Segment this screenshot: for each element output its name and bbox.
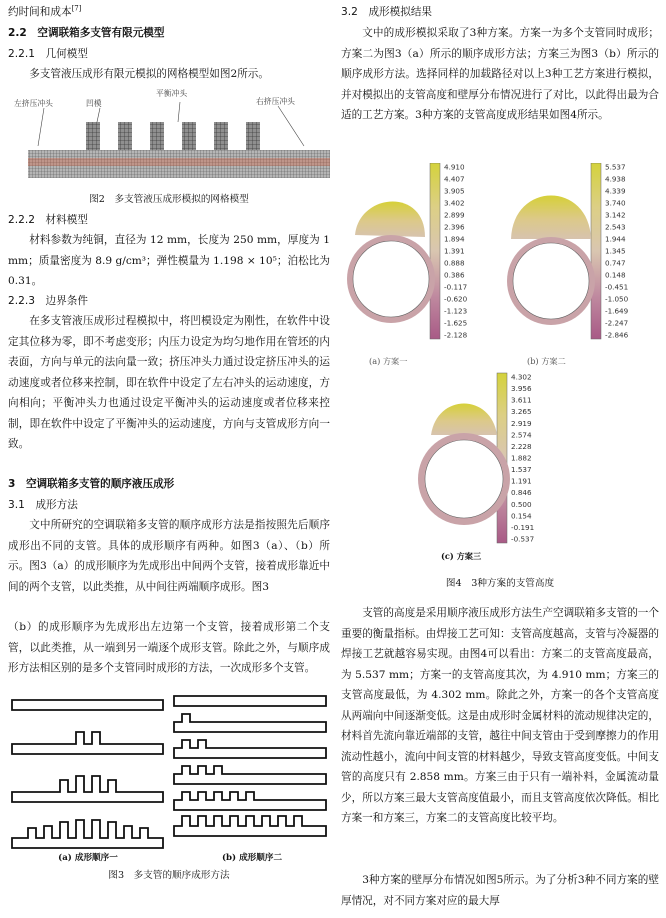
citation-ref[interactable]: [7] [71,4,82,13]
fig4b-scale-tick-11: -1.050 [605,294,629,304]
section-3-heading: 3 空调联箱多支管的顺序液压成形 [8,478,175,490]
fig4c-label: (c) 方案三 [441,551,482,561]
fig4a-scale-tick-6: 1.894 [444,234,465,244]
fig4c-scale-tick-5: 2.574 [511,430,532,440]
fig2-mesh-svg [8,96,330,182]
fig3b-step-6 [174,816,326,836]
fig3b-step-1 [174,696,326,706]
thickness-paragraph: 3种方案的壁厚分布情况如图5所示。为了分析3种不同方案的壁厚情况，对不同方案对应的最大厚 [341,874,659,907]
fig2-label-left-punch: 左挤压冲头 [14,99,53,108]
fig3a-label: (a) 成形顺序一 [58,853,118,863]
fig4a-scale-tick-4: 2.899 [444,210,465,220]
section-2-2-2-heading: 2.2.2 材料模型 [8,214,88,226]
fig3b-step-2 [174,714,326,732]
boundary-paragraph: 在多支管液压成形过程模拟中，将凹模设定为刚性，在软件中设定其位移为零，即不考虑变形；内压力设定为均匀地作用在管坯的内表面，方向与单元的法向量一致；挤压冲头力通过设定挤压冲头的运动速度或者位移来控制，即在软件中设定了左右冲头的运动速度，方向相向；平衡冲头力也通过设定平衡冲头的运动速度或者位移来控制，即在软件中设定了平衡冲头的运动速度，方向与支管成形方向一致。 [8,315,330,450]
fig4b-label: (b) 方案二 [527,356,566,366]
figure-4 [341,163,659,563]
figure-3-caption: 图3 多支管的顺序成形方法 [108,870,230,881]
fig4a-label: (a) 方案一 [369,356,408,366]
fig4a-scale-tick-1: 4.407 [444,174,465,184]
fig4a-scale-tick-5: 2.396 [444,222,465,232]
fig4c-scale-tick-7: 1.882 [511,453,532,463]
fig4a-scale-tick-2: 3.905 [444,186,465,196]
fig4a-scale-tick-7: 1.391 [444,246,465,256]
fig4c-scale-tick-9: 1.191 [511,476,532,486]
fig3b-step-5 [174,792,326,810]
fig4a-scale-tick-0: 4.910 [444,163,465,172]
fig4c-scale-tick-3: 3.265 [511,407,532,417]
fig4c-scale-tick-14: -0.537 [511,534,535,544]
fig3b-label: (b) 成形顺序二 [221,853,283,863]
fig4b-scale-tick-10: -0.451 [605,282,629,292]
fig4c-scale-tick-12: 0.154 [511,511,532,521]
fig3b-step-3 [174,740,326,758]
method-paragraph-1: 文中所研究的空调联箱多支管的顺序成形方法是指按照先后顺序成形出不同的支管。具体的成形顺序有两种。如图3（a）、（b）所示。图3（a）的成形顺序为先成形出中间两个支管，接着成形靠近中间的两个支管，以此类推，从中间往两端顺序成形。图3 [8,519,330,593]
fig4a-scale-tick-14: -2.128 [444,330,468,340]
fig2-label-right-punch: 右挤压冲头 [256,97,295,106]
figure-2 [8,84,330,184]
section-2-2-1-heading: 2.2.1 几何模型 [8,48,88,60]
fig4b-scale-tick-1: 4.938 [605,174,626,184]
material-paragraph: 材料参数为纯铜，直径为 12 mm，长度为 250 mm，厚度为 1 mm；质量密度为 8.9 g/cm³；弹性模量为 1.198 × 10⁵；泊松比为 0.31。 [8,234,330,287]
fig4b-scale-tick-14: -2.846 [605,330,629,340]
fig4b-scale-tick-2: 4.339 [605,186,626,196]
fig4b-scale-tick-9: 0.148 [605,270,626,280]
fig2-label-die: 凹模 [86,99,102,108]
geometry-paragraph: 多支管液压成形有限元模拟的网格模型如图2所示。 [29,68,269,80]
fig4c-scale-tick-8: 1.537 [511,465,532,475]
fig4c-branch [431,404,497,436]
fig4a-scale-tick-12: -1.123 [444,306,468,316]
height-paragraph: 支管的高度是采用顺序液压成形方法生产空调联箱多支管的一个重要的衡量指标。由焊接工艺可知：支管高度越高，支管与冷凝器的焊接工艺就越容易实现。由图4可以看出：方案二的支管高度最高，为 5.537 mm；方案一的支管高度其次，为 4.910 mm；方案三的支管高度最低，为 4.302 mm。除此之外，方案一的各个支管高度从两端向中间逐渐变低。这是由成形时金属材料的流动规律决定的，材料首先流向靠近端部的支管，越往中间支管由于受到摩擦力的作用流动性越小，流向中间支管的材料越少，导致支管高度变低。中间支管的高度只有 2.858 mm。方案三由于只有一端补料，金属流动量少，所以方案三最大支管高度值最小，而且支管高度依次降低。相比方案一和方案三，方案二的支管高度比较平均。 [341,607,659,824]
fig4b-scale-tick-6: 1.944 [605,234,626,244]
fig4b-scale-tick-13: -2.247 [605,318,629,328]
top-line: 约时间和成本[7] [8,4,82,18]
results-paragraph: 文中的成形模拟采取了3种方案。方案一为多个支管同时成形；方案二为图3（a）所示的顺序成形方法；方案三为图3（b）所示的顺序成形方法。选择同样的加载路径对以上3种工艺方案进行模拟，并对模拟出的支管高度和壁厚分布情况进行了对比，以此得出最为合适的工艺方案。3种方案的支管高度成形结果如图4所示。 [341,27,659,121]
fig4c-scale-tick-0: 4.302 [511,372,532,382]
fig4a-branch [355,201,425,237]
fig4b-scale-tick-0: 5.537 [605,163,626,172]
fig3a-step-3 [12,776,163,802]
fig3a-step-1 [12,700,163,710]
fig2-tube-band [28,158,330,166]
fig4b-branch [511,196,591,240]
figure-2-caption: 图2 多支管液压成形模拟的网格模型 [89,194,249,205]
fig3b-step-4 [174,766,326,784]
fig4a-scale-tick-3: 3.402 [444,198,465,208]
fig3a-step-2 [12,732,163,754]
method-paragraph-2: （b）的成形顺序为先成形出左边第一个支管，接着成形第二个支管，以此类推，从一端到另一端逐个成形支管。除此之外，与顺序成形方法相区别的是多个支管同时成形的方法，一次成形多个支管。 [8,621,330,674]
figure-3-svg [8,688,330,858]
fig4b-colorbar [591,163,601,339]
fig4c-scale-tick-6: 2.228 [511,441,532,451]
section-3-2-heading: 3.2 成形模拟结果 [341,6,433,18]
fig2-label-balance-punch: 平衡冲头 [156,89,188,98]
fig4a-scale-tick-13: -1.625 [444,318,468,328]
fig4b-scale-tick-5: 2.543 [605,222,626,232]
fig4c-scale-tick-10: 0.846 [511,488,532,498]
fig4c-scale-labels [511,373,534,544]
fig4c-scale-tick-4: 2.919 [511,418,532,428]
fig4a-scale-tick-9: 0.386 [444,270,465,280]
fig4a-scale-tick-10: -0.117 [444,282,468,292]
fig4b-scale-labels [605,163,629,340]
section-3-1-heading: 3.1 成形方法 [8,499,78,511]
fig4a-scale-tick-11: -0.620 [444,294,468,304]
section-2-2-3-heading: 2.2.3 边界条件 [8,295,88,307]
fig4a-scale-tick-8: 0.888 [444,258,465,268]
fig4a-colorbar [430,163,440,339]
section-2-2-heading: 2.2 空调联箱多支管有限元模型 [8,27,165,39]
fig4c-scale-tick-11: 0.500 [511,499,532,509]
fig4b-scale-tick-12: -1.649 [605,306,629,316]
fig4b-scale-tick-4: 3.142 [605,210,626,220]
fig4b-scale-tick-7: 1.345 [605,246,626,256]
fig3a-step-4 [12,820,163,848]
fig4b-scale-tick-8: 0.747 [605,258,626,268]
fig4c-scale-tick-13: -0.191 [511,522,535,532]
fig4c-scale-tick-2: 3.611 [511,395,532,405]
fig4a-scale-labels [444,163,468,340]
fig4b-scale-tick-3: 3.740 [605,198,626,208]
figure-4-caption: 图4 3种方案的支管高度 [445,578,555,589]
fig4c-scale-tick-1: 3.956 [511,384,532,394]
